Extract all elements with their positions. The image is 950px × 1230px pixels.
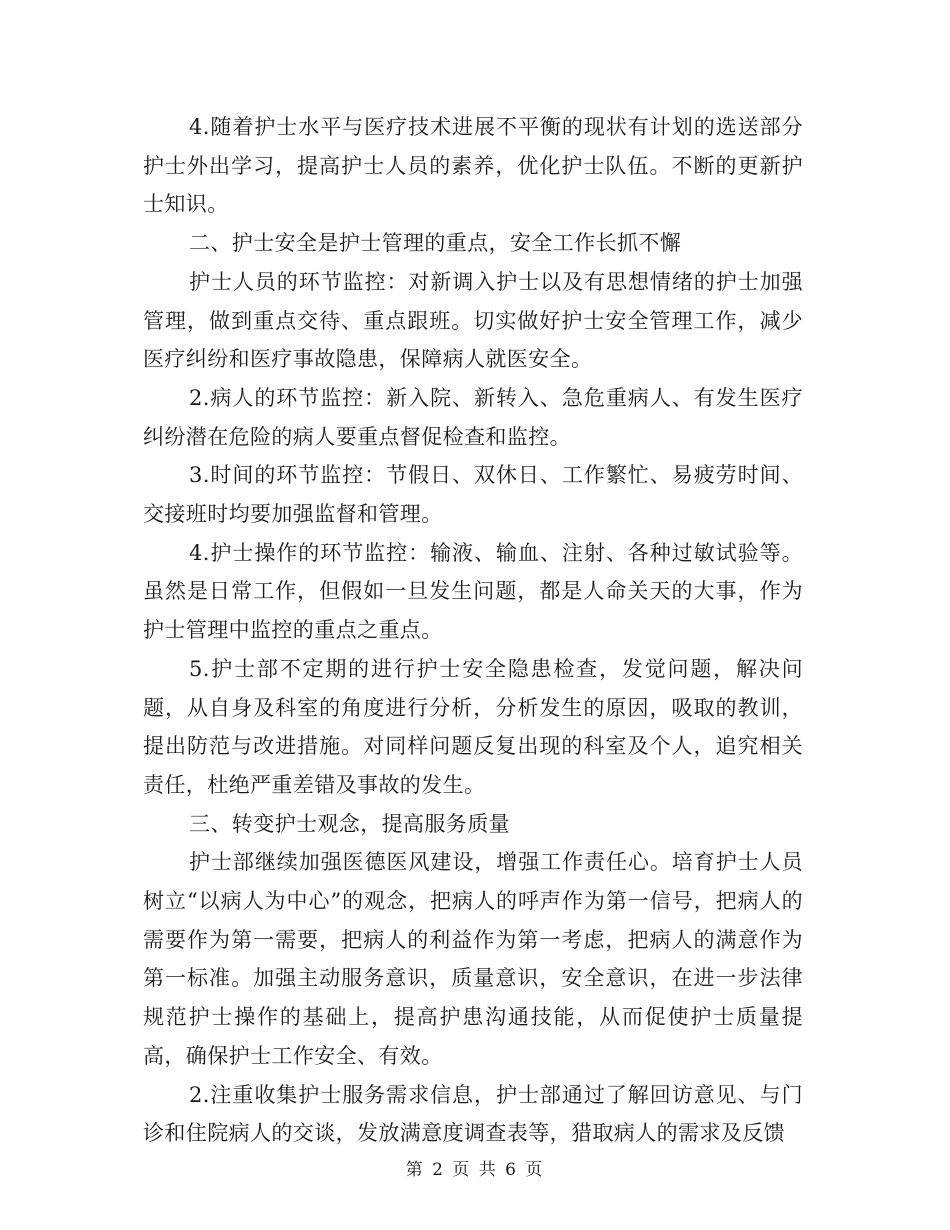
document-body <box>143 108 803 1153</box>
section-heading: 二、护士安全是护士管理的重点，安全工作长抓不懈 <box>189 231 682 256</box>
paragraph: 5.护士部不定期的进行护士安全隐患检查，发觉问题，解决问题，从自身及科室的角度进行分析，分析发生的原因，吸取的教训，提出防范与改进措施。对同样问题反复出现的科室及个人，追究相关责任，杜绝严重差错及事故的发生。 <box>143 656 803 797</box>
paragraph: 3.时间的环节监控：节假日、双休日、工作繁忙、易疲劳时间、交接班时均要加强监督和管理。 <box>143 463 803 527</box>
paragraph: 4.护士操作的环节监控：输液、输血、注射、各种过敏试验等。虽然是日常工作，但假如一旦发生问题，都是人命关天的大事，作为护士管理中监控的重点之重点。 <box>143 540 803 643</box>
paragraph: 4.随着护士水平与医疗技术进展不平衡的现状有计划的选送部分护士外出学习，提高护士人员的素养，优化护士队伍。不断的更新护士知识。 <box>143 115 803 217</box>
paragraph: 2.病人的环节监控：新入院、新转入、急危重病人、有发生医疗纠纷潜在危险的病人要重点督促检查和监控。 <box>143 385 803 449</box>
page-number-footer: 第 2 页 共 6 页 <box>405 1160 545 1180</box>
paragraph: 护士人员的环节监控：对新调入护士以及有思想情绪的护士加强管理，做到重点交待、重点跟班。切实做好护士安全管理工作，减少医疗纠纷和医疗事故隐患，保障病人就医安全。 <box>143 269 803 372</box>
section-heading: 三、转变护士观念，提高服务质量 <box>189 811 510 836</box>
paragraph: 2.注重收集护士服务需求信息，护士部通过了解回访意见、与门诊和住院病人的交谈，发放满意度调查表等，猎取病人的需求及反馈 <box>143 1082 803 1146</box>
paragraph: 护士部继续加强医德医风建设，增强工作责任心。培育护士人员树立“以病人为中心”的观念，把病人的呼声作为第一信号，把病人的需要作为第一需要，把病人的利益作为第一考虑，把病人的满意作为第一标准。加强主动服务意识，质量意识，安全意识，在进一步法律规范护士操作的基础上，提高护患沟通技能，从而促使护士质量提高，确保护士工作安全、有效。 <box>143 850 803 1068</box>
